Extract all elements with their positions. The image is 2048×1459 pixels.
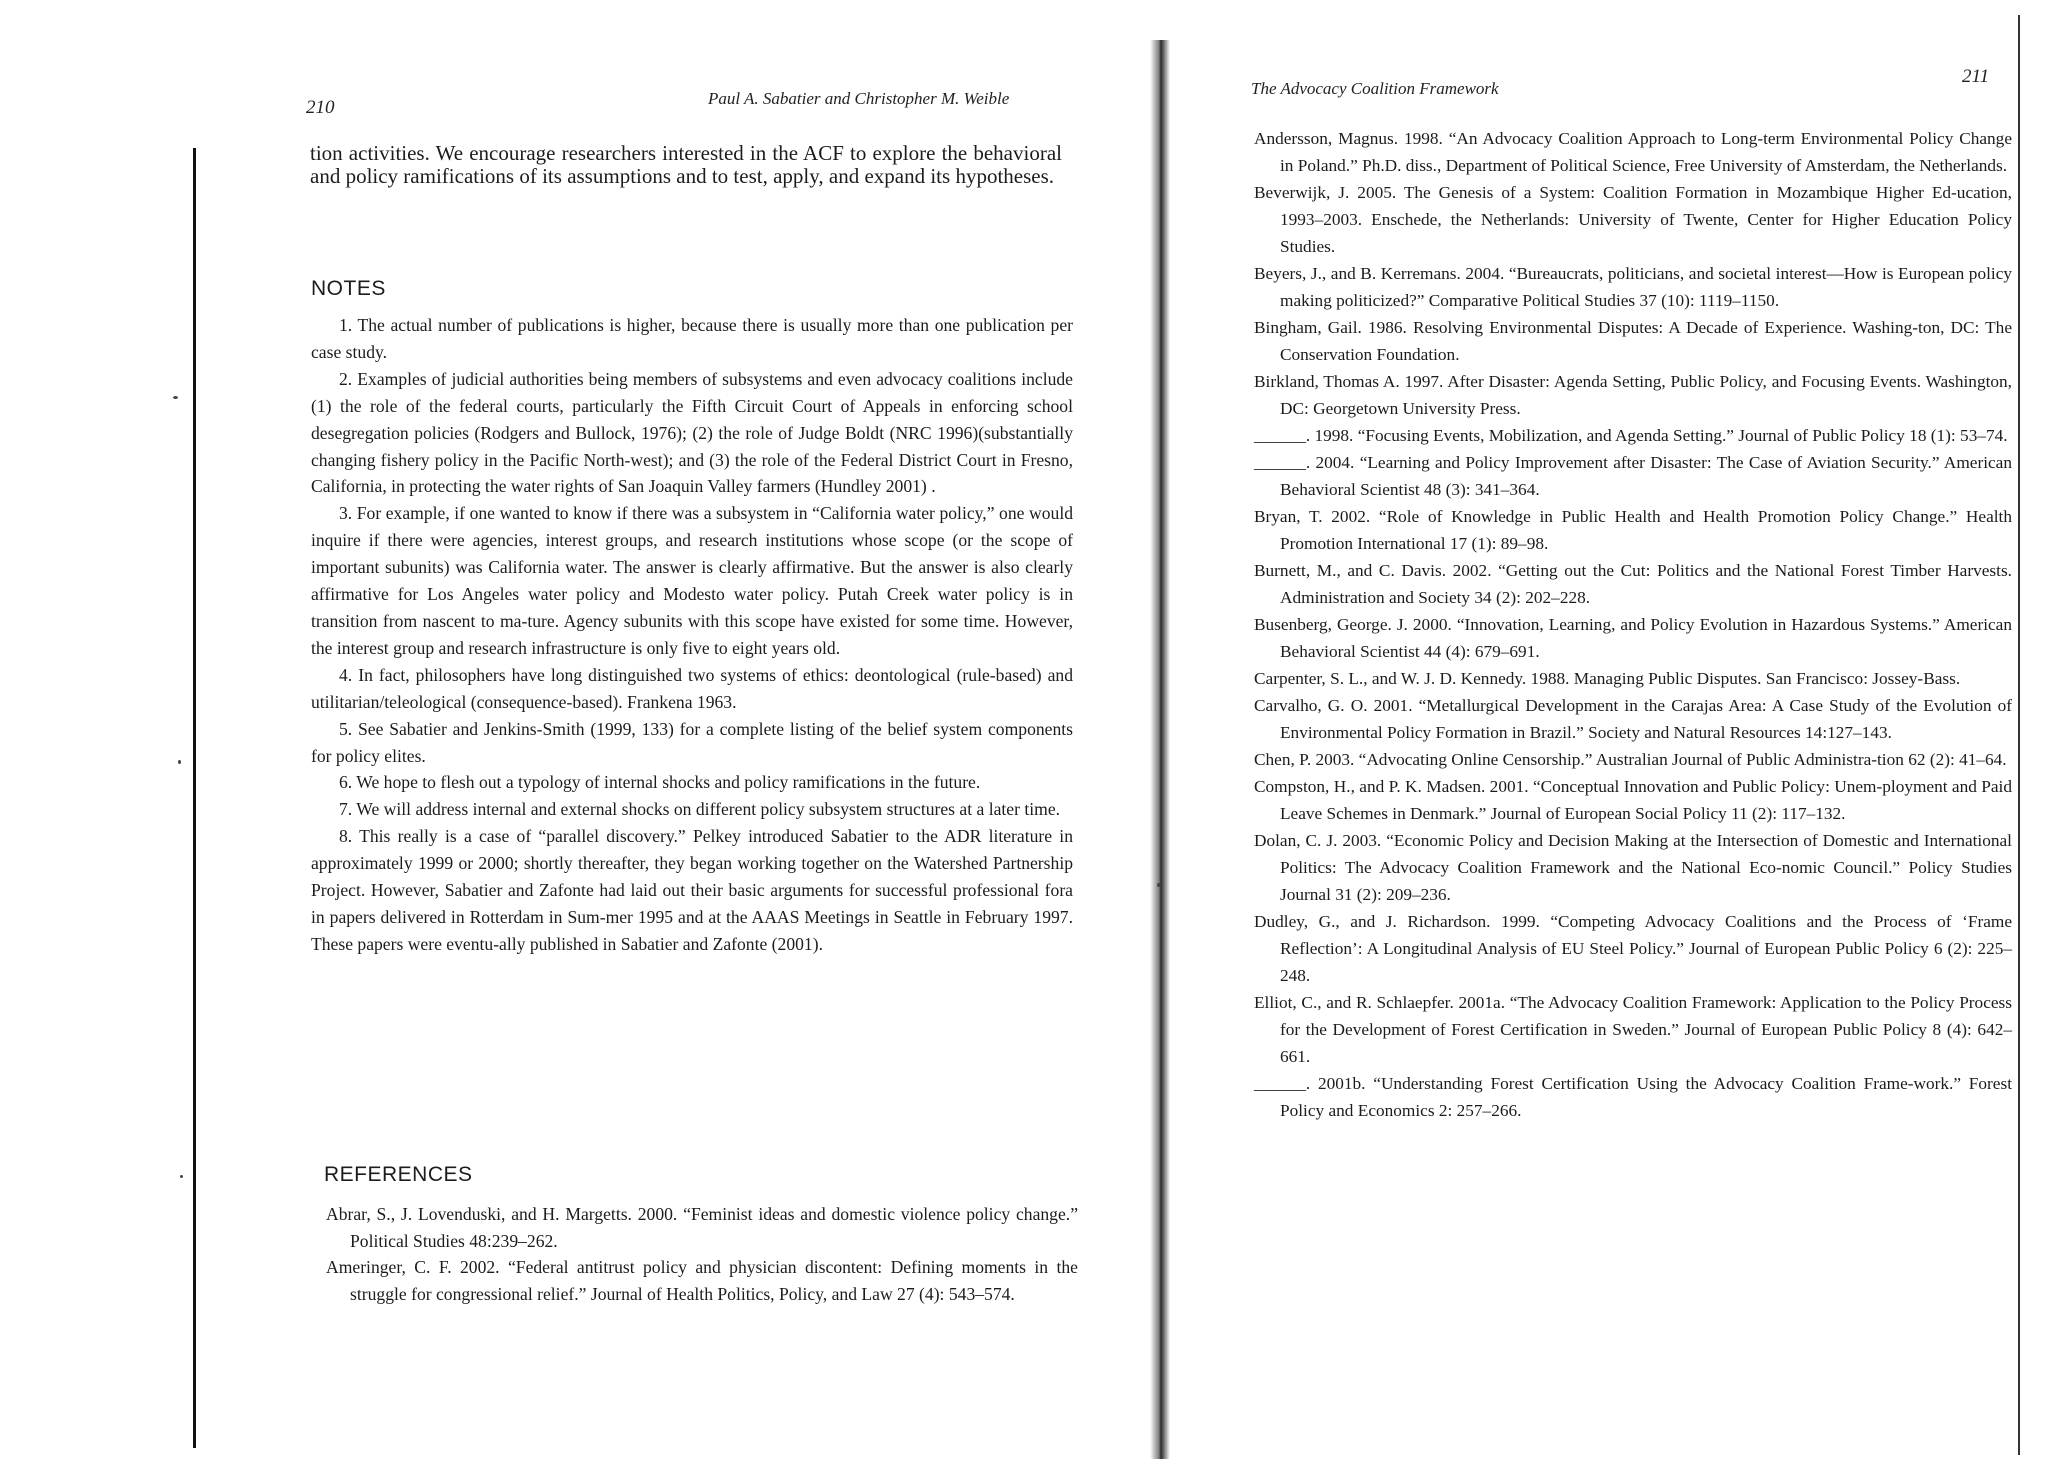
notes-heading: NOTES [311, 277, 386, 300]
reference-item: Beverwijk, J. 2005. The Genesis of a System: Coalition Formation in Mozambique Higher Ed-ucation, 1993–2003. Enschede, the Netherlands: University of Twente, Center for Higher Education Policy Studies. [1254, 183, 2012, 256]
reference-item: Dudley, G., and J. Richardson. 1999. “Competing Advocacy Coalitions and the Process of ‘Frame Reflection’: A Longitudinal Analysis of EU Steel Policy.” Journal of European Public Policy 6 (2): 225–248. [1254, 912, 2012, 985]
note-item: 2. Examples of judicial authorities being members of subsystems and even advocacy coalitions include (1) the role of the federal courts, particularly the Fifth Circuit Court of Appeals in enforcing school desegregation policies (Rodgers and Bullock, 1976); (2) the role of Judge Boldt (NRC 1996)(substantially changing fishery policy in the Pacific North-west); and (3) the role of the Federal District Court in Fresno, California, in protecting the water rights of San Joaquin Valley farmers (Hundley 2001) . [311, 368, 1073, 497]
reference-item: Chen, P. 2003. “Advocating Online Censorship.” Australian Journal of Public Administra-tion 62 (2): 41–64. [1254, 750, 2007, 769]
note-item: 5. See Sabatier and Jenkins-Smith (1999, 133) for a complete listing of the belief system components for policy elites. [311, 718, 1073, 766]
reference-item: Elliot, C., and R. Schlaepfer. 2001a. “The Advocacy Coalition Framework: Application to the Policy Process for the Development of Forest Certification in Sweden.” Journal of European Public Policy 8 (4): 642–661. [1254, 993, 2012, 1066]
reference-item: Birkland, Thomas A. 1997. After Disaster: Agenda Setting, Public Policy, and Focusing Events. Washington, DC: Georgetown University Press. [1254, 372, 2012, 418]
running-head-right: The Advocacy Coalition Framework [1251, 79, 1499, 98]
reference-item: Busenberg, George. J. 2000. “Innovation, Learning, and Policy Evolution in Hazardous Systems.” American Behavioral Scientist 44 (4): 679–691. [1254, 615, 2012, 661]
reference-item: Compston, H., and P. K. Madsen. 2001. “Conceptual Innovation and Public Policy: Unem-ployment and Paid Leave Schemes in Denmark.” Journal of European Social Policy 11 (2): 117–132. [1254, 777, 2012, 823]
note-item: 1. The actual number of publications is higher, because there is usually more than one publication per case study. [311, 315, 1073, 362]
page-number-right: 211 [1962, 66, 1990, 87]
references-heading: REFERENCES [324, 1163, 473, 1186]
note-item: 8. This really is a case of “parallel discovery.” Pelkey introduced Sabatier to the ADR literature in approximately 1999 or 2000; shortly thereafter, they began working together on the Watershed Partnership Project. However, Sabatier and Zafonte had laid out their basic arguments for successful professional fora in papers delivered in Rotterdam in Sum-mer 1995 and at the AAAS Meetings in Seattle in February 1997. These papers were eventu-ally published in Sabatier and Zafonte (2001). [311, 826, 1073, 954]
note-item: 6. We hope to flesh out a typology of internal shocks and policy ramifications in the future. [339, 772, 981, 793]
reference-item: Carpenter, S. L., and W. J. D. Kennedy. 1988. Managing Public Disputes. San Francisco: Jossey-Bass. [1254, 669, 1961, 688]
note-item: 3. For example, if one wanted to know if there was a subsystem in “California water policy,” one would inquire if there were agencies, interest groups, and research institutions whose scope (or the scope of important subunits) was California water. The answer is clearly affirmative. But the answer is also clearly affirmative for Los Angeles water policy and Modesto water policy. Putah Creek water policy is in transition from nascent to ma-ture. Agency subunits with this scope have existed for some time. However, the interest group and research infrastructure is only five to eight years old. [311, 503, 1073, 658]
page-number-left: 210 [306, 97, 335, 118]
running-head-left: Paul A. Sabatier and Christopher M. Weible [708, 89, 1010, 108]
reference-item: Bryan, T. 2002. “Role of Knowledge in Public Health and Health Promotion Policy Change.” Health Promotion International 17 (1): 89–98. [1254, 507, 2012, 553]
right-page [1150, 0, 2048, 1459]
reference-item: Carvalho, G. O. 2001. “Metallurgical Development in the Carajas Area: A Case Study of the Evolution of Environmental Policy Formation in Brazil.” Society and Natural Resources 14:127–143. [1254, 696, 2012, 742]
reference-item: Beyers, J., and B. Kerremans. 2004. “Bureaucrats, politicians, and societal interest—How is European policy making politicized?” Comparative Political Studies 37 (10): 1119–1150. [1254, 264, 2012, 310]
reference-item: Andersson, Magnus. 1998. “An Advocacy Coalition Approach to Long-term Environmental Policy Change in Poland.” Ph.D. diss., Department of Political Science, Free University of Amsterdam, the Netherlands. [1254, 129, 2012, 175]
note-item: 4. In fact, philosophers have long distinguished two systems of ethics: deontological (rule-based) and utilitarian/teleological (consequence-based). Frankena 1963. [311, 664, 1073, 712]
reference-item: Bingham, Gail. 1986. Resolving Environmental Disputes: A Decade of Experience. Washing-ton, DC: The Conservation Foundation. [1254, 318, 2012, 364]
reference-item: ______. 2001b. “Understanding Forest Certification Using the Advocacy Coalition Frame-work.” Forest Policy and Economics 2: 257–266. [1254, 1074, 2012, 1120]
reference-item: ______. 2004. “Learning and Policy Improvement after Disaster: The Case of Aviation Security.” American Behavioral Scientist 48 (3): 341–364. [1254, 453, 2012, 499]
references-list-left [326, 1201, 1078, 1307]
reference-item: Burnett, M., and C. Davis. 2002. “Getting out the Cut: Politics and the National Forest Timber Harvests. Administration and Society 34 (2): 202–228. [1254, 561, 2012, 607]
reference-item: Ameringer, C. F. 2002. “Federal antitrust policy and physician discontent: Defining moments in the struggle for congressional relief.” Journal of Health Politics, Policy, and Law 27 (4): 543–574. [326, 1257, 1078, 1304]
note-item: 7. We will address internal and external shocks on different policy subsystem structures at a later time. [339, 799, 1061, 820]
references-list-right [1254, 125, 2012, 1124]
reference-item: Dolan, C. J. 2003. “Economic Policy and Decision Making at the Intersection of Domestic and International Politics: The Advocacy Coalition Framework and the National Eco-nomic Council.” Policy Studies Journal 31 (2): 209–236. [1254, 831, 2012, 904]
reference-item: ______. 1998. “Focusing Events, Mobilization, and Agenda Setting.” Journal of Public Policy 18 (1): 53–74. [1254, 426, 2008, 445]
reference-item: Abrar, S., J. Lovenduski, and H. Margetts. 2000. “Feminist ideas and domestic violence policy change.” Political Studies 48:239–262. [326, 1204, 1078, 1251]
notes-list [311, 312, 1073, 958]
intro-paragraph: tion activities. We encourage researchers interested in the ACF to explore the behavioral and policy ramifications of its assumptions and to test, apply, and expand its hypotheses. [310, 141, 1062, 188]
